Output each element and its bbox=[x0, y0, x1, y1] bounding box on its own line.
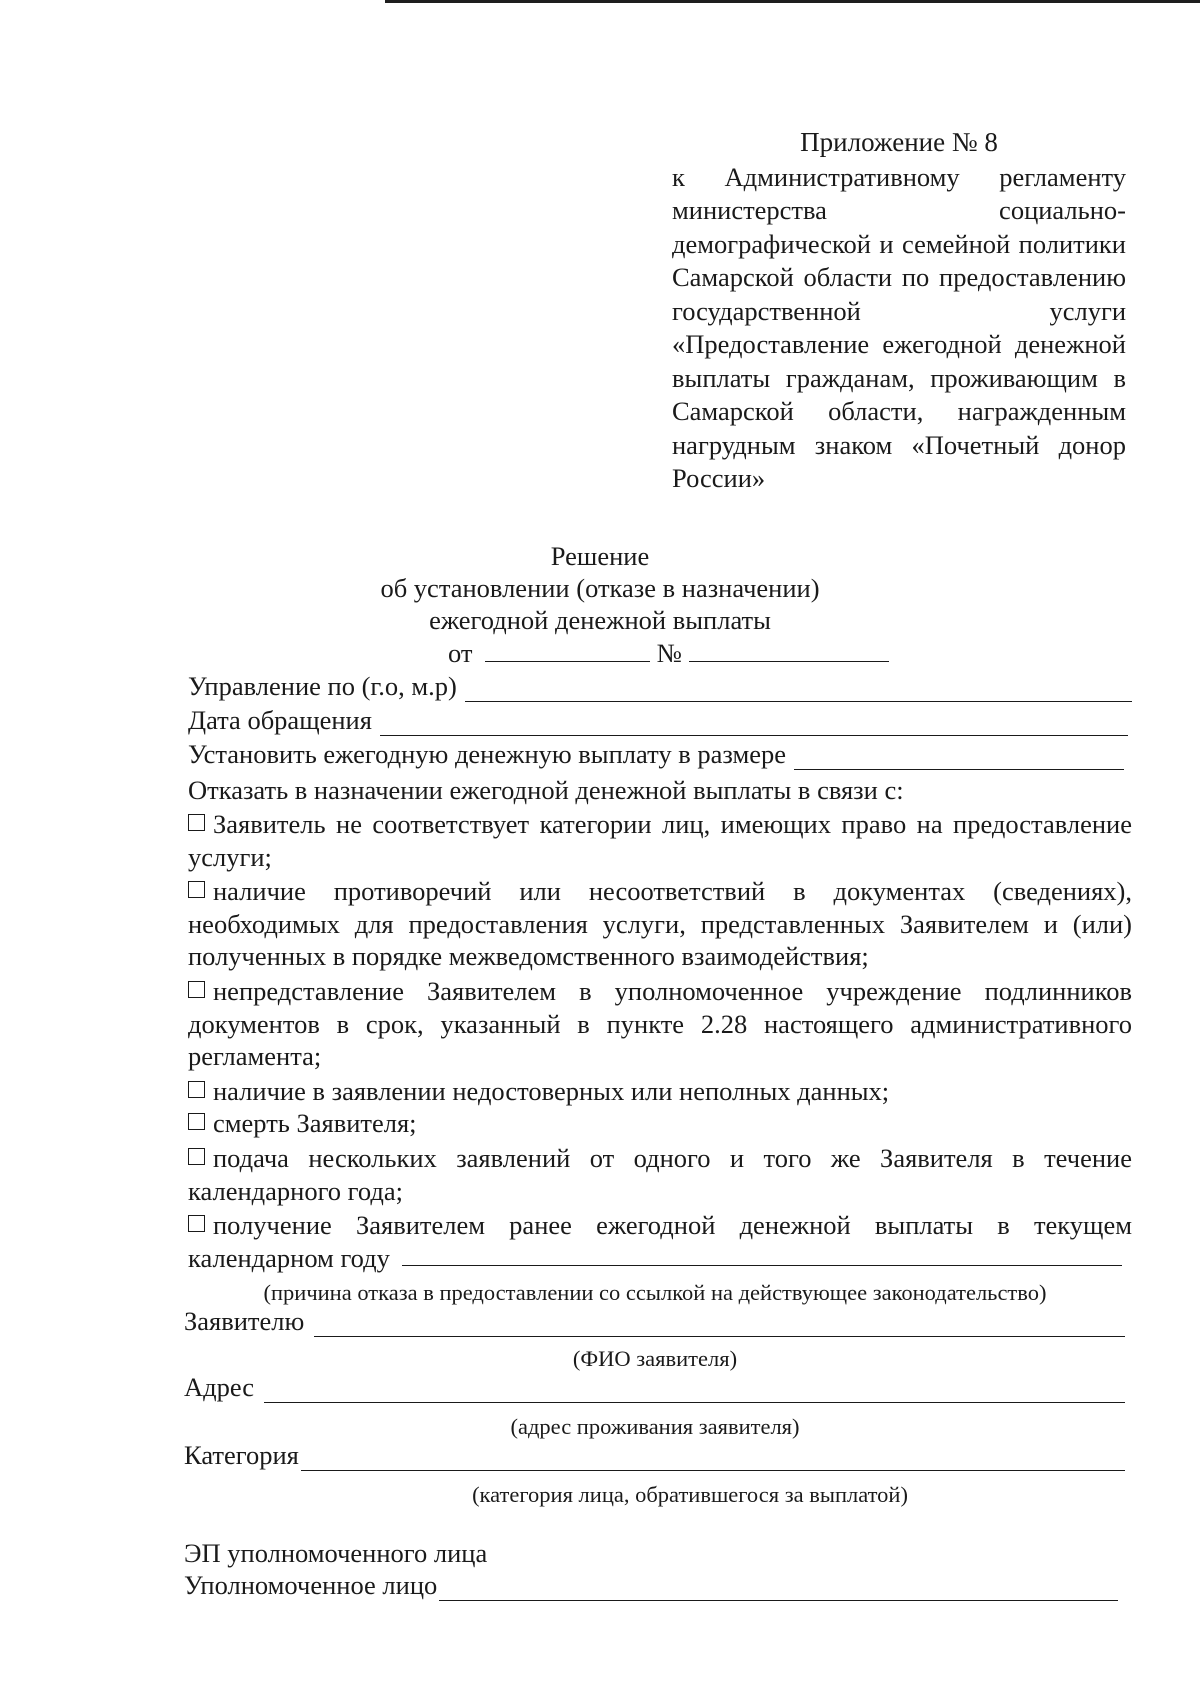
amount-label: Установить ежегодную денежную выплату в размере bbox=[188, 739, 786, 769]
reason-item bbox=[188, 1107, 1132, 1140]
department-blank[interactable] bbox=[465, 677, 1132, 702]
checkbox-icon[interactable] bbox=[188, 814, 205, 831]
reason-item bbox=[188, 1142, 1132, 1207]
reason-text: наличие в заявлении недостоверных или неполных данных; bbox=[213, 1076, 890, 1106]
reason-blank[interactable] bbox=[402, 1265, 1122, 1266]
date-blank[interactable] bbox=[485, 639, 650, 662]
applicant-blank[interactable] bbox=[314, 1312, 1125, 1337]
applicant-row bbox=[184, 1306, 1125, 1337]
department-row bbox=[188, 671, 1132, 702]
date-of-request-blank[interactable] bbox=[380, 711, 1128, 736]
applicant-label: Заявителю bbox=[184, 1306, 305, 1336]
reason-item bbox=[188, 875, 1132, 973]
fio-caption: (ФИО заявителя) bbox=[572, 1346, 738, 1371]
reason-text: непредставление Заявителем в уполномоченное учреждение подлинников документов в срок, указанный в пункте 2.28 настоящего административного регламента; bbox=[188, 976, 1132, 1071]
address-row bbox=[184, 1372, 1125, 1403]
checkbox-icon[interactable] bbox=[188, 1215, 205, 1232]
number-label: № bbox=[656, 638, 683, 668]
department-label: Управление по (г.о, м.р) bbox=[188, 671, 457, 701]
date-label: Дата обращения bbox=[188, 705, 372, 735]
ep-label: ЭП уполномоченного лица bbox=[184, 1538, 488, 1568]
date-row bbox=[188, 705, 1128, 736]
reason-text: подача нескольких заявлений от одного и того же Заявителя в течение календарного года; bbox=[188, 1143, 1132, 1206]
reason-item bbox=[188, 1075, 1132, 1108]
amount-blank[interactable] bbox=[794, 745, 1124, 770]
refuse-intro: Отказать в назначении ежегодной денежной выплаты в связи с: bbox=[188, 775, 904, 805]
decision-subtitle-2: ежегодной денежной выплаты bbox=[429, 605, 771, 635]
checkbox-icon[interactable] bbox=[188, 981, 205, 998]
decision-subtitle: об установлении (отказе в назначении) bbox=[380, 573, 820, 603]
authorized-label: Уполномоченное лицо bbox=[184, 1570, 438, 1600]
reason-text: наличие противоречий или несоответствий в документах (сведениях), необходимых для предоставления услуги, представленных Заявителем и (или) полученных в порядке межведомственного взаимодействия; bbox=[188, 876, 1132, 971]
checkbox-icon[interactable] bbox=[188, 1113, 205, 1130]
number-blank[interactable] bbox=[689, 639, 889, 662]
reason-text: Заявитель не соответствует категории лиц, имеющих право на предоставление услуги; bbox=[188, 809, 1132, 872]
checkbox-icon[interactable] bbox=[188, 1148, 205, 1165]
appendix-body: к Административному регламенту министерства социально-демографической и семейной политики Самарской области по предоставлению государственной услуги «Предоставление ежегодной денежной выплаты гражданам, проживающим в Самарской области, награжденным нагрудным знаком «Почетный донор России» bbox=[672, 161, 1126, 493]
decision-heading bbox=[150, 540, 1050, 636]
amount-row bbox=[188, 739, 1124, 770]
reason-text: смерть Заявителя; bbox=[213, 1108, 417, 1138]
scan-top-border bbox=[385, 0, 1200, 3]
reason-caption: (причина отказа в предоставлении со ссылкой на действующее законодательство) bbox=[263, 1280, 1047, 1305]
reason-item bbox=[188, 808, 1132, 873]
category-row bbox=[184, 1440, 1125, 1471]
from-label: от bbox=[448, 638, 473, 668]
checkbox-icon[interactable] bbox=[188, 881, 205, 898]
appendix-block bbox=[672, 126, 1126, 496]
address-blank[interactable] bbox=[264, 1378, 1125, 1403]
category-caption: (категория лица, обратившегося за выплатой) bbox=[472, 1482, 908, 1507]
authorized-row bbox=[184, 1570, 1118, 1601]
authorized-blank[interactable] bbox=[439, 1576, 1118, 1601]
reason-text: получение Заявителем ранее ежегодной денежной выплаты в текущем календарном году bbox=[188, 1210, 1132, 1273]
reason-item bbox=[188, 975, 1132, 1073]
address-caption: (адрес проживания заявителя) bbox=[510, 1414, 800, 1439]
category-label: Категория bbox=[184, 1440, 299, 1470]
address-label: Адрес bbox=[184, 1372, 255, 1402]
decision-title: Решение bbox=[550, 541, 650, 571]
category-blank[interactable] bbox=[301, 1446, 1125, 1471]
appendix-title: Приложение № 8 bbox=[800, 127, 998, 157]
checkbox-icon[interactable] bbox=[188, 1081, 205, 1098]
decision-date-number-line bbox=[448, 638, 889, 669]
